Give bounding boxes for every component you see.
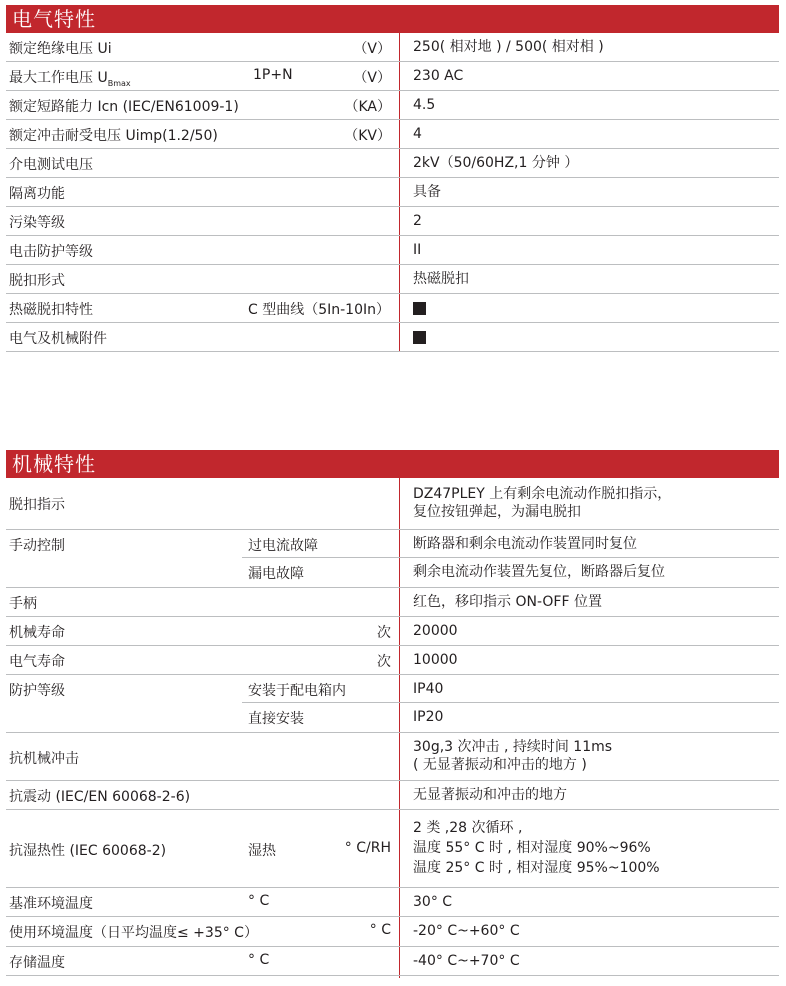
table-row	[6, 120, 779, 149]
row-value: 20000	[413, 623, 458, 639]
row-value: 断路器和剩余电流动作装置同时复位	[413, 536, 637, 552]
row-unit: 次	[377, 654, 391, 670]
table-row	[6, 530, 779, 558]
row-label: 基准环境温度	[9, 896, 93, 912]
row-unit: （KV）	[344, 128, 391, 144]
row-value: 230 AC	[413, 68, 464, 84]
table-row	[6, 703, 779, 733]
electrical-characteristics-section	[6, 5, 779, 352]
row-value: 2	[413, 213, 422, 229]
row-label: 额定冲击耐受电压 Uimp(1.2/50)	[9, 128, 218, 144]
row-label: 污染等级	[9, 215, 65, 231]
subscript: Bmax	[107, 78, 131, 88]
row-value	[413, 327, 426, 347]
row-label: 热磁脱扣特性	[9, 302, 93, 318]
section-title: 电气特性	[12, 7, 96, 31]
row-qualifier: C 型曲线（5In-10In）	[248, 302, 391, 318]
row-value	[413, 298, 426, 318]
row-unit: ° C/RH	[344, 840, 391, 856]
table-row	[6, 178, 779, 207]
section-header	[6, 5, 779, 33]
table-row	[6, 888, 779, 917]
row-value: 4.5	[413, 97, 436, 113]
table-row	[6, 810, 779, 888]
mechanical-characteristics-section	[6, 450, 779, 976]
row-value: II	[413, 242, 422, 258]
table-row	[6, 33, 779, 62]
table-row	[6, 947, 779, 976]
row-label: 手柄	[9, 596, 37, 612]
table-row	[6, 149, 779, 178]
table-row	[6, 323, 779, 352]
row-qualifier: 直接安装	[248, 711, 304, 727]
row-label: 抗震动 (IEC/EN 60068-2-6)	[9, 789, 191, 805]
row-value: 无显著振动和冲击的地方	[413, 787, 567, 803]
table-row	[6, 265, 779, 294]
row-label: 防护等级	[9, 683, 65, 699]
row-value: 具备	[413, 184, 441, 200]
row-label: 额定短路能力 Icn (IEC/EN61009-1)	[9, 99, 239, 115]
row-value: -40° C~+70° C	[413, 953, 520, 969]
row-value: 4	[413, 126, 422, 142]
row-value: DZ47PLEY 上有剩余电流动作脱扣指示，	[413, 486, 672, 502]
row-label: 抗机械冲击	[9, 751, 79, 767]
table-row	[6, 646, 779, 675]
row-unit: ° C	[369, 922, 391, 938]
table-row	[6, 62, 779, 91]
row-value: 30° C	[413, 894, 453, 910]
row-label: 介电测试电压	[9, 157, 93, 173]
row-label: 最大工作电压 $U_{Bmax}$	[9, 70, 131, 88]
row-label: 脱扣指示	[9, 497, 65, 513]
table-row	[6, 588, 779, 617]
table-row	[6, 236, 779, 265]
row-value: 2 类 ,28 次循环 ,	[413, 820, 523, 836]
row-value: 250( 相对地 ) / 500( 相对相 )	[413, 39, 604, 55]
row-qualifier: 安装于配电箱内	[248, 683, 346, 699]
row-qualifier: ° C	[248, 952, 270, 968]
row-label: 电气及机械附件	[9, 331, 107, 347]
row-value: 2kV（50/60HZ,1 分钟 ）	[413, 155, 579, 171]
row-value-line3: 温度 25° C 时 , 相对湿度 95%~100%	[413, 860, 660, 876]
row-label: 机械寿命	[9, 625, 65, 641]
filled-square-icon	[413, 331, 426, 344]
section-title: 机械特性	[12, 452, 96, 476]
filled-square-icon	[413, 302, 426, 315]
row-label: 隔离功能	[9, 186, 65, 202]
row-qualifier: 过电流故障	[248, 538, 318, 554]
table-row	[6, 733, 779, 781]
row-label: 抗湿热性 (IEC 60068-2)	[9, 843, 167, 859]
row-value: 剩余电流动作装置先复位，断路器后复位	[413, 564, 665, 580]
row-value: 10000	[413, 652, 458, 668]
table-row	[6, 675, 779, 703]
table-row	[6, 781, 779, 810]
row-value: -20° C~+60° C	[413, 923, 520, 939]
row-label: 手动控制	[9, 538, 65, 554]
row-qualifier: 漏电故障	[248, 566, 304, 582]
row-qualifier: 湿热	[248, 843, 276, 859]
row-value-line2: 温度 55° C 时 , 相对湿度 90%~96%	[413, 840, 651, 856]
row-label: 电气寿命	[9, 654, 65, 670]
table-row	[6, 207, 779, 236]
row-unit: 次	[377, 625, 391, 641]
row-qualifier: 1P+N	[253, 67, 293, 83]
row-label: 电击防护等级	[9, 244, 93, 260]
table-row	[6, 917, 779, 947]
row-label: 使用环境温度（日平均温度≤ +35° C）	[9, 925, 258, 941]
table-row	[6, 478, 779, 530]
row-label: 脱扣形式	[9, 273, 65, 289]
row-qualifier: ° C	[248, 893, 270, 909]
table-row	[6, 294, 779, 323]
table-row	[6, 558, 779, 588]
row-value: IP40	[413, 681, 444, 697]
row-value: 30g,3 次冲击 , 持续时间 11ms	[413, 739, 613, 755]
row-unit: （V）	[353, 41, 391, 57]
row-value: 红色，移印指示 ON-OFF 位置	[413, 594, 602, 610]
row-value-line2: 复位按钮弹起，为漏电脱扣	[413, 504, 581, 520]
row-value-line2: ( 无显著振动和冲击的地方 )	[413, 757, 587, 773]
table-row	[6, 617, 779, 646]
table-row	[6, 91, 779, 120]
row-label: 存储温度	[9, 955, 65, 971]
row-value: IP20	[413, 709, 444, 725]
row-value: 热磁脱扣	[413, 271, 469, 287]
row-label: 额定绝缘电压 Ui	[9, 41, 112, 57]
section-header	[6, 450, 779, 478]
row-unit: （V）	[353, 70, 391, 86]
row-unit: （KA）	[344, 99, 391, 115]
